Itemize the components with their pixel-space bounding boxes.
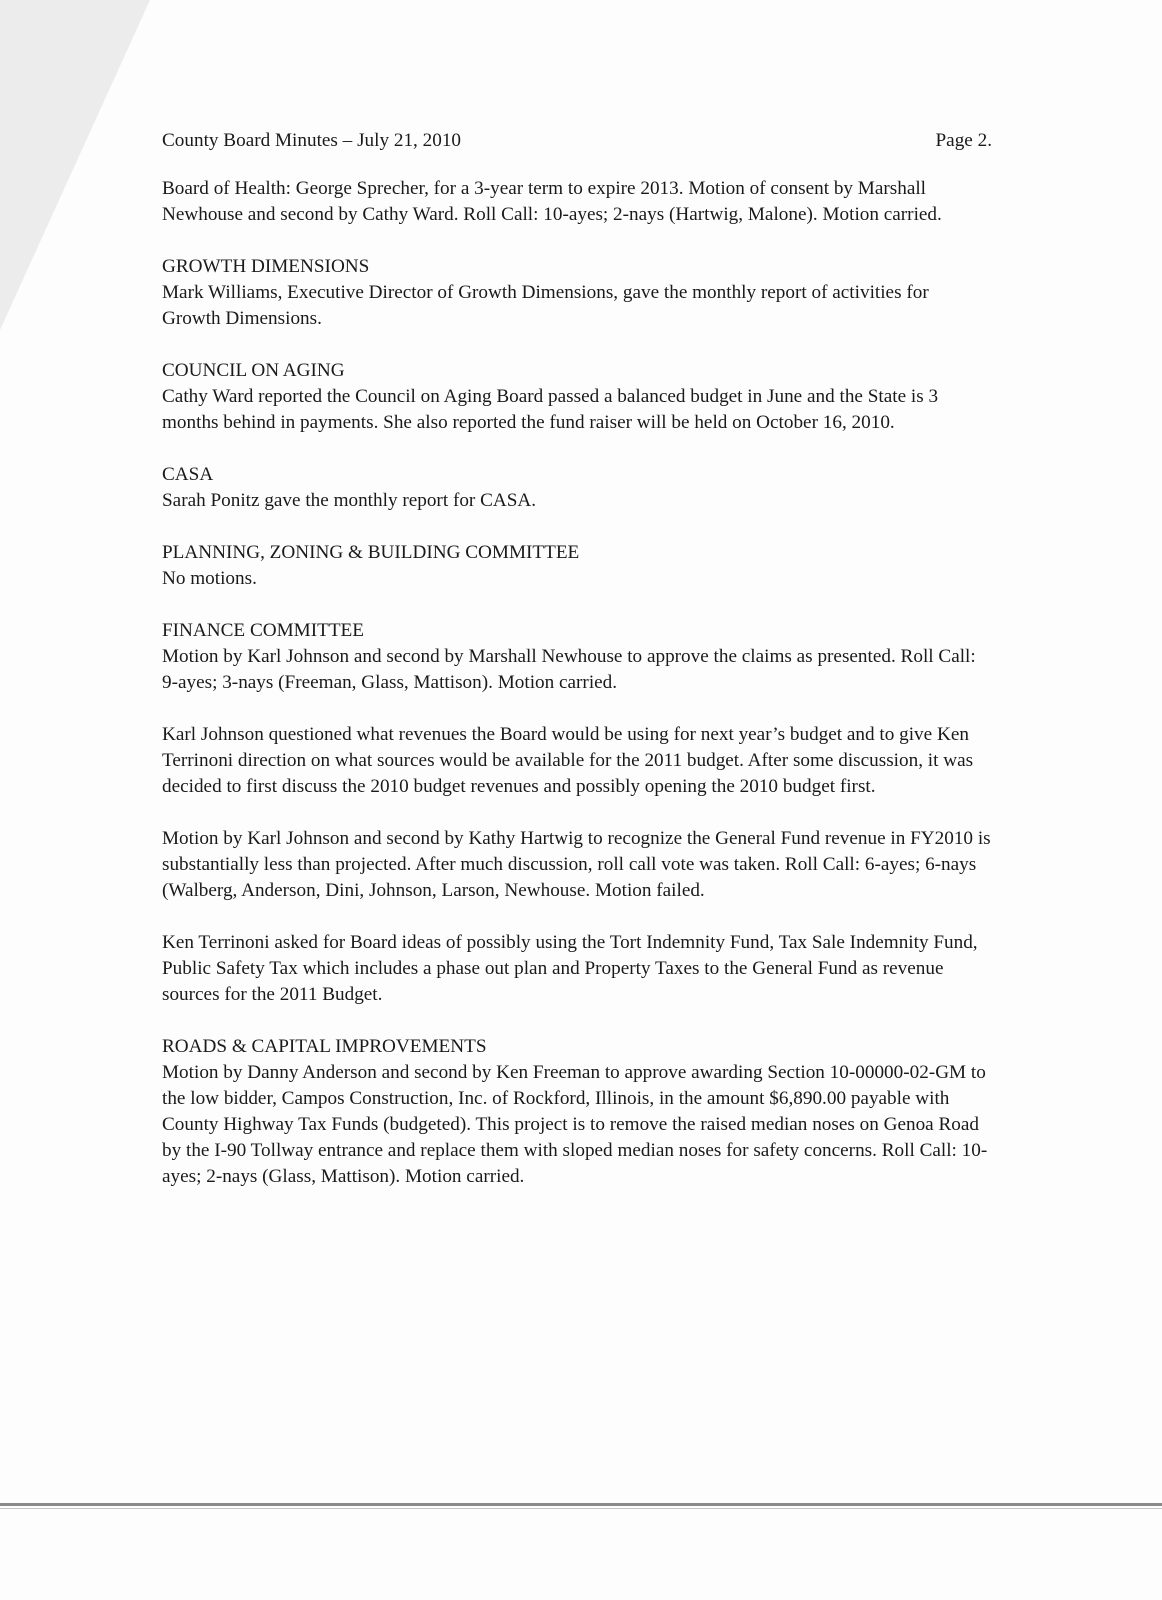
board-of-health-text: Board of Health: George Sprecher, for a 3-year term to expire 2013. Motion of consent by Marshall Newhouse and second by Cathy Ward. Roll Call: 10-ayes; 2-nays (Hartwig, Malone). Motion carried.: [162, 178, 942, 225]
casa-heading: CASA: [162, 464, 214, 485]
roads-capital-text: Motion by Danny Anderson and second by Ken Freeman to approve awarding Section 10-00000-02-GM to the low bidder, Campos Construction, Inc. of Rockford, Illinois, in the amount $6,890.00 payable with County Highway Tax Funds (budgeted). This project is to remove the raised median noses on Genoa Road by the I-90 Tollway entrance and replace them with sloped median noses for safety concerns. Roll Call: 10-ayes; 2-nays (Glass, Mattison). Motion carried.: [162, 1062, 988, 1187]
finance-committee-heading: FINANCE COMMITTEE: [162, 620, 364, 641]
roads-capital-heading: ROADS & CAPITAL IMPROVEMENTS: [162, 1036, 487, 1057]
document-title: County Board Minutes – July 21, 2010: [162, 130, 462, 151]
section-finance-general-fund-motion: [162, 826, 992, 904]
casa-text: Sarah Ponitz gave the monthly report for CASA.: [162, 490, 537, 511]
section-finance-budget-question: [162, 722, 992, 800]
document-page: [162, 128, 992, 1216]
planning-zoning-text: No motions.: [162, 568, 257, 589]
page-number: Page 2.: [935, 130, 992, 151]
finance-claims-motion: Motion by Karl Johnson and second by Marshall Newhouse to approve the claims as presented. Roll Call: 9-ayes; 3-nays (Freeman, Glass, Mattison). Motion carried.: [162, 646, 976, 693]
section-finance-committee: [162, 618, 992, 696]
section-growth-dimensions: [162, 254, 992, 332]
finance-general-fund-text: Motion by Karl Johnson and second by Kathy Hartwig to recognize the General Fund revenue in FY2010 is substantially less than projected. After much discussion, roll call vote was taken. Roll Call: 6-ayes; 6-nays (Walberg, Anderson, Dini, Johnson, Larson, Newhouse. Motion failed.: [162, 828, 991, 901]
page-edge-line: [0, 1503, 1162, 1506]
growth-dimensions-heading: GROWTH DIMENSIONS: [162, 256, 370, 277]
finance-budget-question-text: Karl Johnson questioned what revenues the Board would be using for next year’s budget and to give Ken Terrinoni direction on what sources would be available for the 2011 budget. After some discussion, it was decided to first discuss the 2010 budget revenues and possibly opening the 2010 budget first.: [162, 724, 974, 797]
section-finance-revenue-ideas: [162, 930, 992, 1008]
council-on-aging-text: Cathy Ward reported the Council on Aging Board passed a balanced budget in June and the State is 3 months behind in payments. She also reported the fund raiser will be held on October 16, 2010.: [162, 386, 939, 433]
section-council-on-aging: [162, 358, 992, 436]
page-edge-line-secondary: [0, 1508, 1162, 1509]
section-board-of-health: [162, 176, 992, 228]
council-on-aging-heading: COUNCIL ON AGING: [162, 360, 345, 381]
planning-zoning-heading: PLANNING, ZONING & BUILDING COMMITTEE: [162, 542, 580, 563]
page-header: [162, 128, 992, 154]
section-casa: [162, 462, 992, 514]
section-roads-capital: [162, 1034, 992, 1190]
finance-revenue-ideas-text: Ken Terrinoni asked for Board ideas of possibly using the Tort Indemnity Fund, Tax Sale Indemnity Fund, Public Safety Tax which includes a phase out plan and Property Taxes to the General Fund as revenue sources for the 2011 Budget.: [162, 932, 978, 1005]
growth-dimensions-text: Mark Williams, Executive Director of Growth Dimensions, gave the monthly report of activities for Growth Dimensions.: [162, 282, 929, 329]
folded-corner: [0, 0, 150, 330]
section-planning-zoning: [162, 540, 992, 592]
